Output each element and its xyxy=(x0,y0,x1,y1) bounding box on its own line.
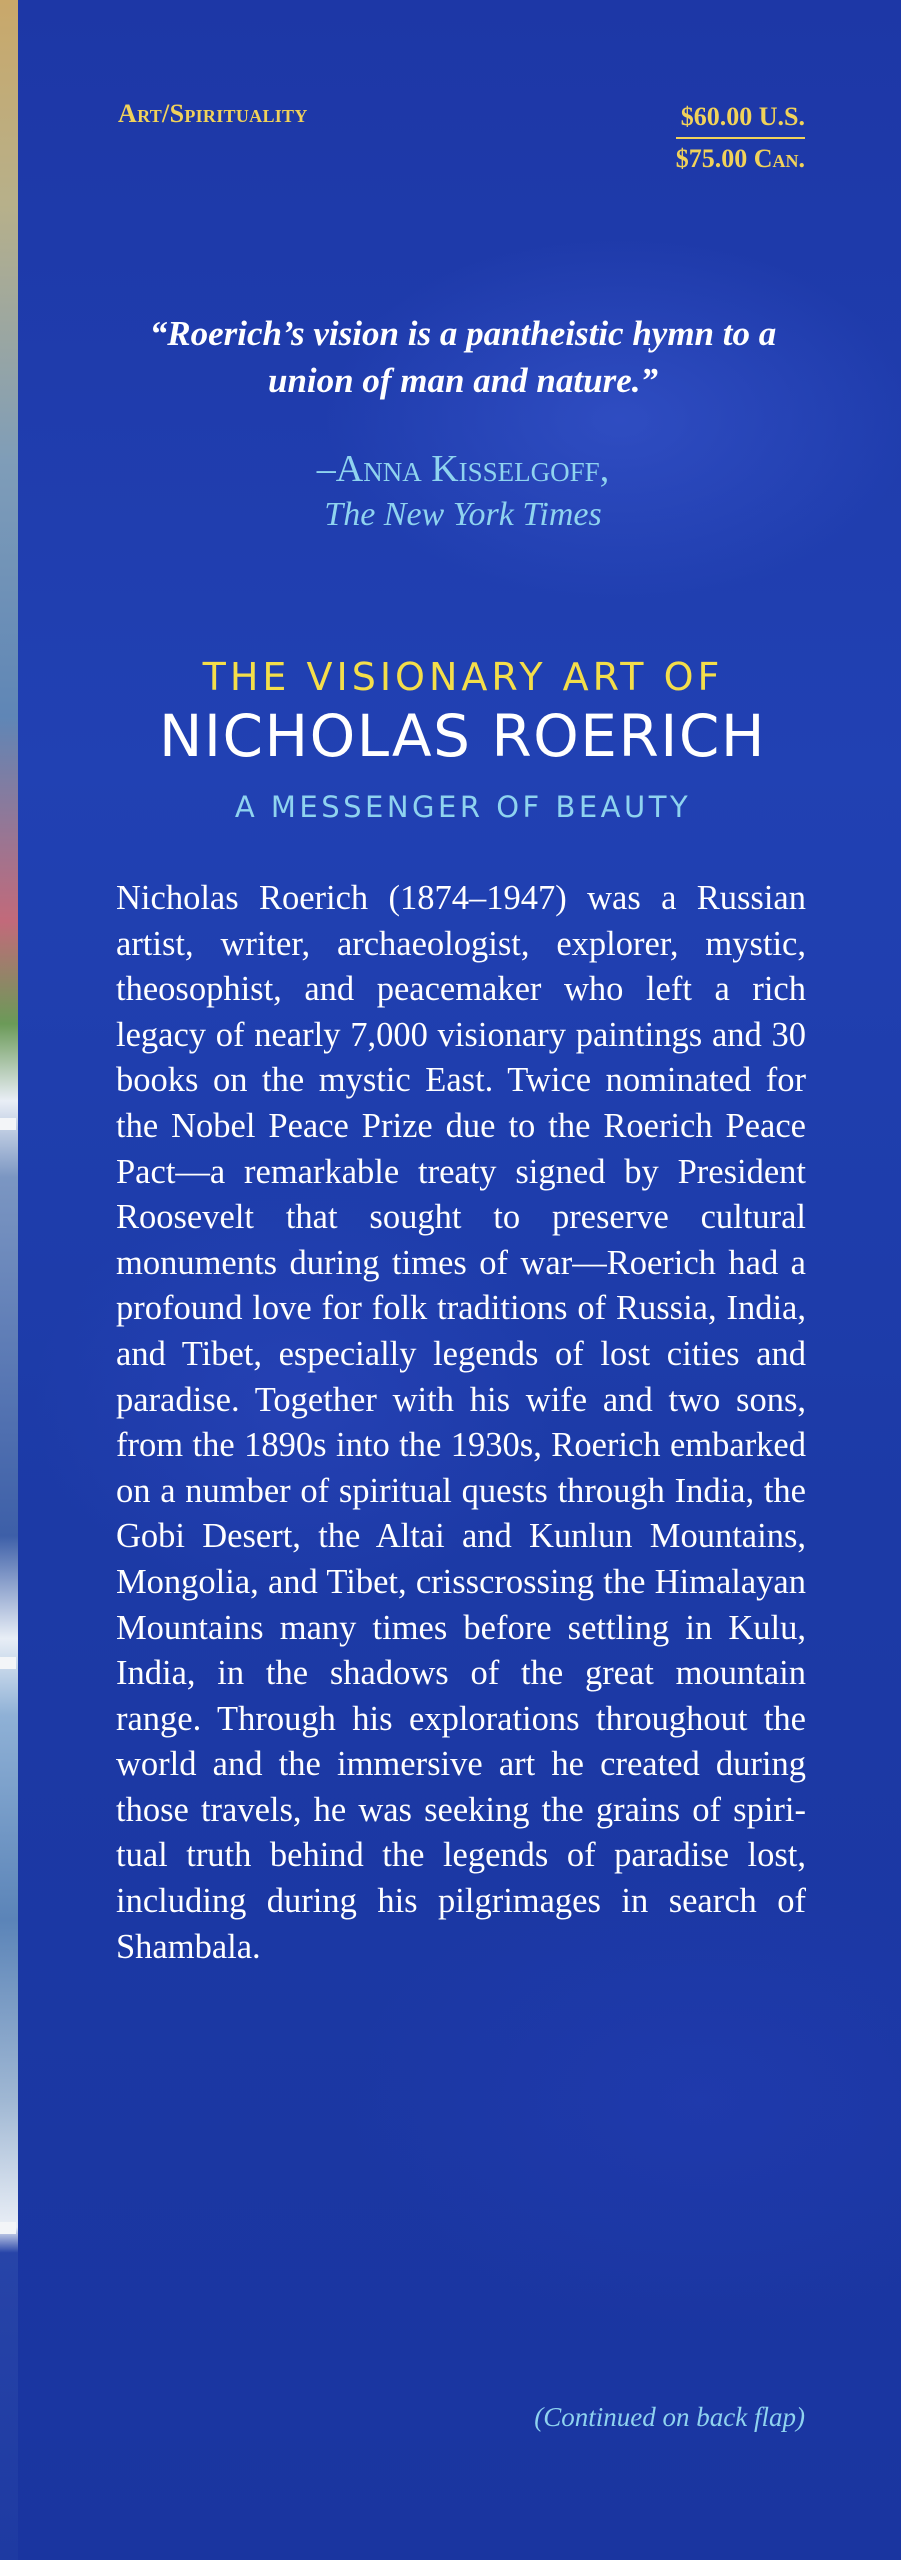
category-label: Art/Spirituality xyxy=(118,99,308,128)
quote-attribution xyxy=(118,445,808,537)
book-title: NICHOLAS ROERICH xyxy=(159,702,766,770)
description-text: Nicholas Roerich (1874–1947) was a Russian artist, writer, archaeologist, explorer, mystic, theosophist, and peacemaker who left a rich legacy of nearly 7,000 visionary paintings and 30 books on the mystic East. Twice nominated for the Nobel Peace Prize due to the Roerich Peace Pact—a remarkable treaty signed by President Roosevelt that sought to preserve cultural monuments during times of war—Roerich had a profound love for folk traditions of Russia, India, and Tibet, especially legends of lost cities and paradise. Together with his wife and two sons, from the 1890s into the 1930s, Roerich embarked on a number of spiritual quests through India, the Gobi Desert, the Altai and Kunlun Mountains, Mongolia, and Tibet, crisscrossing the Himalayan Mountains many times before settling in Kulu, India, in the shadows of the great mountain range. Through his explorations throughout the world and the immersive art he created during those travels, he was seeking the grains of spiritual truth behind the legends of paradise lost, including during his pilgrimages in search of Shambala. xyxy=(116,879,806,1966)
strip-notch xyxy=(0,1118,16,1130)
price-us: $60.00 U.S. xyxy=(680,102,805,131)
price-can: $75.00 Can. xyxy=(675,144,805,173)
strip-notch xyxy=(0,2222,16,2234)
quote-source: The New York Times xyxy=(324,496,602,533)
price-divider xyxy=(676,137,805,139)
price-block xyxy=(676,99,805,177)
quote-author: –Anna Kisselgoff, xyxy=(316,448,610,490)
review-quote: “Roerich’s vision is a pantheistic hymn to a union of man and nature.” xyxy=(149,314,777,400)
strip-notch xyxy=(0,1657,16,1669)
book-subtitle: A MESSENGER OF BEAUTY xyxy=(234,790,692,824)
continued-note: (Continued on back flap) xyxy=(534,2402,805,2432)
cover-painting-edge xyxy=(0,0,18,2560)
title-line-1: THE VISIONARY ART OF xyxy=(202,655,724,699)
